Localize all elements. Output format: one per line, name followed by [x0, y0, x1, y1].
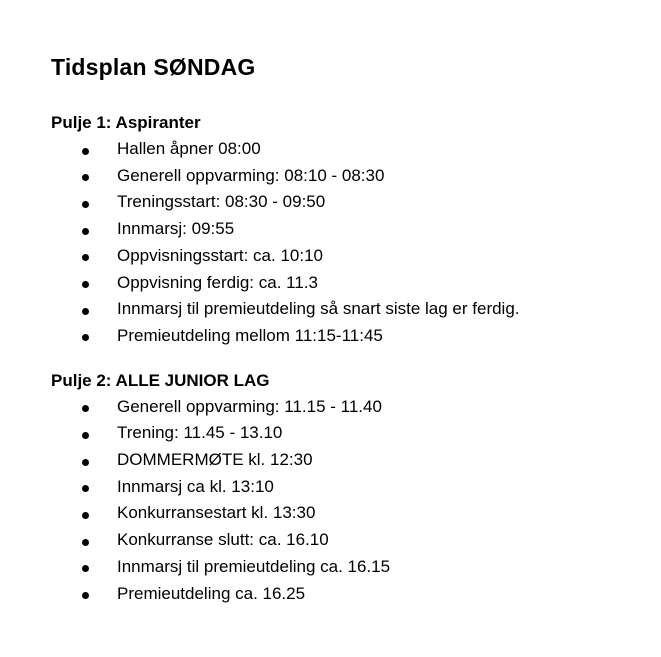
bullet-icon [82, 512, 89, 519]
list-item [51, 394, 631, 421]
list-item [51, 554, 631, 581]
bullet-icon [82, 281, 89, 288]
bullet-icon [82, 228, 89, 235]
schedule-list-1 [51, 136, 631, 350]
list-item-text: Innmarsj ca kl. 13:10 [117, 476, 274, 496]
list-item [51, 216, 631, 243]
document-title: Tidsplan SØNDAG [51, 54, 256, 80]
list-item-text: Konkurransestart kl. 13:30 [117, 503, 316, 523]
list-item-text: Generell oppvarming: 08:10 - 08:30 [117, 165, 385, 185]
list-item-text: Hallen åpner 08:00 [117, 139, 261, 158]
bullet-icon [82, 539, 89, 546]
bullet-icon [82, 308, 89, 315]
list-item [51, 474, 631, 501]
list-item-text: Premieutdeling mellom 11:15-11:45 [117, 325, 383, 345]
list-item [51, 527, 631, 554]
list-item-text: Innmarsj: 09:55 [117, 219, 235, 239]
list-item-text: Oppvisning ferdig: ca. 11.3 [117, 272, 318, 292]
list-item [51, 163, 631, 190]
list-item-text: Treningsstart: 08:30 - 09:50 [117, 192, 326, 212]
section-pulje-2 [51, 367, 631, 608]
list-item [51, 243, 631, 270]
section-2-heading: Pulje 2: ALLE JUNIOR LAG [51, 370, 270, 390]
bullet-icon [82, 459, 89, 466]
list-item [51, 296, 631, 323]
list-item [51, 189, 631, 216]
list-item [51, 420, 631, 447]
list-item [51, 136, 631, 163]
schedule-list-2 [51, 394, 631, 608]
list-item-text: Generell oppvarming: 11.15 - 11.40 [117, 396, 382, 416]
bullet-icon [82, 565, 89, 572]
bullet-icon [82, 405, 89, 412]
list-item-text: Oppvisningsstart: ca. 10:10 [117, 245, 324, 265]
bullet-icon [82, 592, 89, 599]
list-item-text: Trening: 11.45 - 13.10 [117, 423, 283, 443]
list-item [51, 581, 631, 608]
list-item [51, 323, 631, 350]
bullet-icon [82, 432, 89, 439]
bullet-icon [82, 254, 89, 261]
bullet-icon [82, 334, 89, 341]
section-1-heading: Pulje 1: Aspiranter [51, 113, 201, 132]
list-item-text: Innmarsj til premieutdeling så snart siste lag er ferdig. [117, 299, 520, 319]
bullet-icon [82, 201, 89, 208]
list-item [51, 500, 631, 527]
list-item [51, 270, 631, 297]
list-item-text: Premieutdeling ca. 16.25 [117, 583, 306, 603]
bullet-icon [82, 485, 89, 492]
bullet-icon [82, 174, 89, 181]
list-item-text: Konkurranse slutt: ca. 16.10 [117, 530, 329, 550]
list-item-text: DOMMERMØTE kl. 12:30 [117, 450, 313, 470]
section-pulje-1 [51, 109, 631, 350]
list-item [51, 447, 631, 474]
bullet-icon [82, 148, 89, 155]
list-item-text: Innmarsj til premieutdeling ca. 16.15 [117, 556, 391, 576]
